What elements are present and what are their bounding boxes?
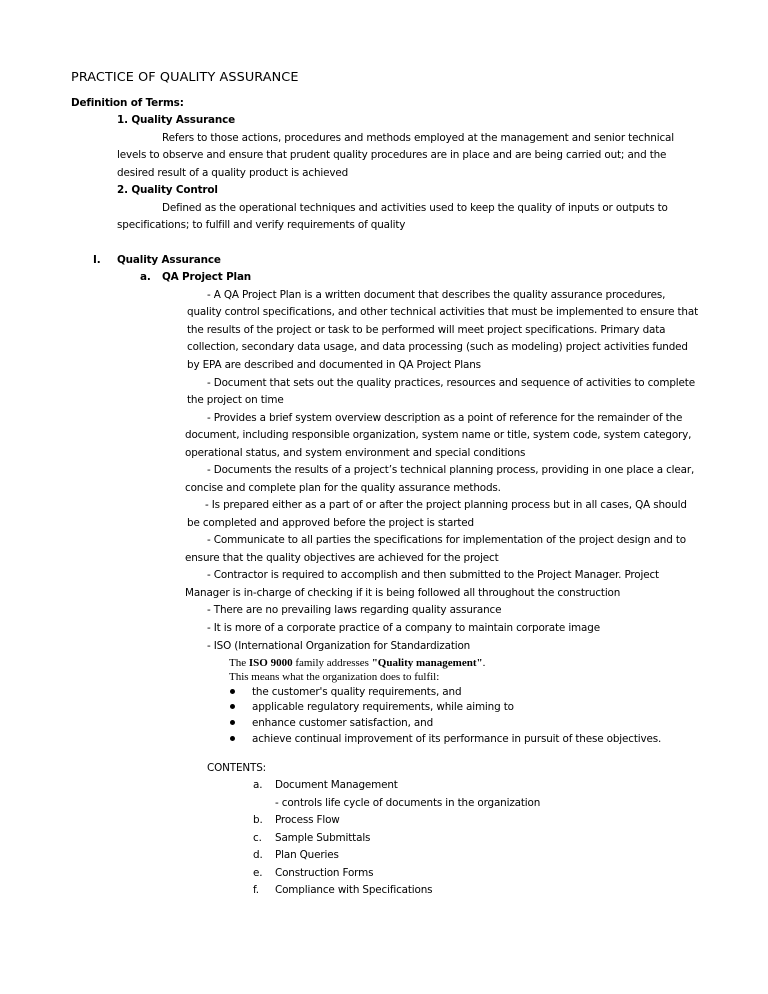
contents-item-note: - controls life cycle of documents in the organization — [275, 797, 541, 809]
plan-body-line: - A QA Project Plan is a written document that describes the quality assurance procedures, — [207, 289, 666, 301]
qa-definition-line: desired result of a quality product is achieved — [117, 167, 349, 179]
iso-topic: "Quality management" — [371, 657, 483, 669]
plan-body-line: - It is more of a corporate practice of a company to maintain corporate image — [207, 622, 600, 634]
bullet-icon — [230, 704, 235, 709]
plan-body-line: ensure that the quality objectives are achieved for the project — [185, 552, 499, 564]
qa-definition-line: levels to observe and ensure that prudent quality procedures are in place and are being carried out; and the — [117, 149, 667, 161]
contents-item: Compliance with Specifications — [275, 884, 433, 896]
plan-body-line: Manager is in-charge of checking if it is being followed all throughout the construction — [185, 587, 621, 599]
page-title: PRACTICE OF QUALITY ASSURANCE — [71, 70, 299, 85]
contents-letter: a. — [253, 779, 263, 791]
iso-intro-text: family addresses — [292, 657, 372, 669]
contents-item: Process Flow — [275, 814, 340, 826]
qa-definition-line: Refers to those actions, procedures and methods employed at the management and senior technical — [162, 132, 674, 144]
qc-definition-line: specifications; to fulfill and verify requirements of quality — [117, 219, 406, 231]
contents-item: Plan Queries — [275, 849, 339, 861]
contents-item: Construction Forms — [275, 867, 374, 879]
contents-letter: e. — [253, 867, 263, 879]
section-numeral: I. — [93, 254, 101, 266]
plan-body-line: - Contractor is required to accomplish and then submitted to the Project Manager. Project — [207, 569, 659, 581]
bullet-icon — [230, 720, 235, 725]
plan-body-line: document, including responsible organization, system name or title, system code, system category, — [185, 429, 692, 441]
plan-body-line: be completed and approved before the project is started — [187, 517, 474, 529]
plan-body-line: quality control specifications, and other technical activities that must be implemented to ensure that — [187, 306, 699, 318]
plan-body-line: the results of the project or task to be performed will meet project specifications. Primary data — [187, 324, 666, 336]
bullet-icon — [230, 689, 235, 694]
qa-term: 1. Quality Assurance — [117, 114, 236, 126]
iso-bullet-item: achieve continual improvement of its performance in pursuit of these objectives. — [252, 733, 662, 745]
plan-body-line: - Document that sets out the quality practices, resources and sequence of activities to complete — [207, 377, 695, 389]
subsection-heading: QA Project Plan — [162, 271, 252, 283]
contents-letter: f. — [253, 884, 259, 896]
qc-term: 2. Quality Control — [117, 184, 218, 196]
contents-letter: c. — [253, 832, 262, 844]
iso-line2: This means what the organization does to fulfil: — [229, 671, 440, 683]
iso-intro-text: The — [229, 657, 249, 669]
qc-definition-line: Defined as the operational techniques and activities used to keep the quality of inputs or outputs to — [162, 202, 668, 214]
plan-body-line: - Is prepared either as a part of or after the project planning process but in all cases, QA should — [205, 499, 687, 511]
plan-body-line: collection, secondary data usage, and data processing (such as modeling) project activities funded — [187, 341, 688, 353]
contents-item: Document Management — [275, 779, 398, 791]
plan-body-line: the project on time — [187, 394, 284, 406]
plan-body-line: - There are no prevailing laws regarding quality assurance — [207, 604, 502, 616]
iso-intro-text: . — [482, 657, 486, 669]
plan-body-line: by EPA are described and documented in QA Project Plans — [187, 359, 481, 371]
plan-body-line: - Documents the results of a project’s technical planning process, providing in one place a clear, — [207, 464, 695, 476]
iso-standard-name: ISO 9000 — [248, 657, 293, 669]
contents-heading: CONTENTS: — [207, 762, 266, 774]
section-heading: Quality Assurance — [117, 254, 221, 266]
iso-bullet-item: the customer's quality requirements, and — [252, 686, 462, 698]
contents-letter: b. — [253, 814, 263, 826]
iso-bullet-item: enhance customer satisfaction, and — [252, 717, 434, 729]
contents-letter: d. — [253, 849, 263, 861]
definitions-heading: Definition of Terms: — [71, 97, 184, 109]
contents-item: Sample Submittals — [275, 832, 371, 844]
subsection-letter: a. — [140, 271, 151, 283]
bullet-icon — [230, 736, 235, 741]
iso-bullet-item: applicable regulatory requirements, while aiming to — [252, 701, 514, 713]
iso-intro — [229, 656, 485, 670]
plan-body-line: - Provides a brief system overview description as a point of reference for the remainder of the — [207, 412, 683, 424]
plan-body-line: operational status, and system environment and special conditions — [185, 447, 526, 459]
plan-body-line: - Communicate to all parties the specifications for implementation of the project design and to — [207, 534, 686, 546]
plan-body-line: - ISO (International Organization for Standardization — [207, 640, 471, 652]
plan-body-line: concise and complete plan for the quality assurance methods. — [185, 482, 501, 494]
